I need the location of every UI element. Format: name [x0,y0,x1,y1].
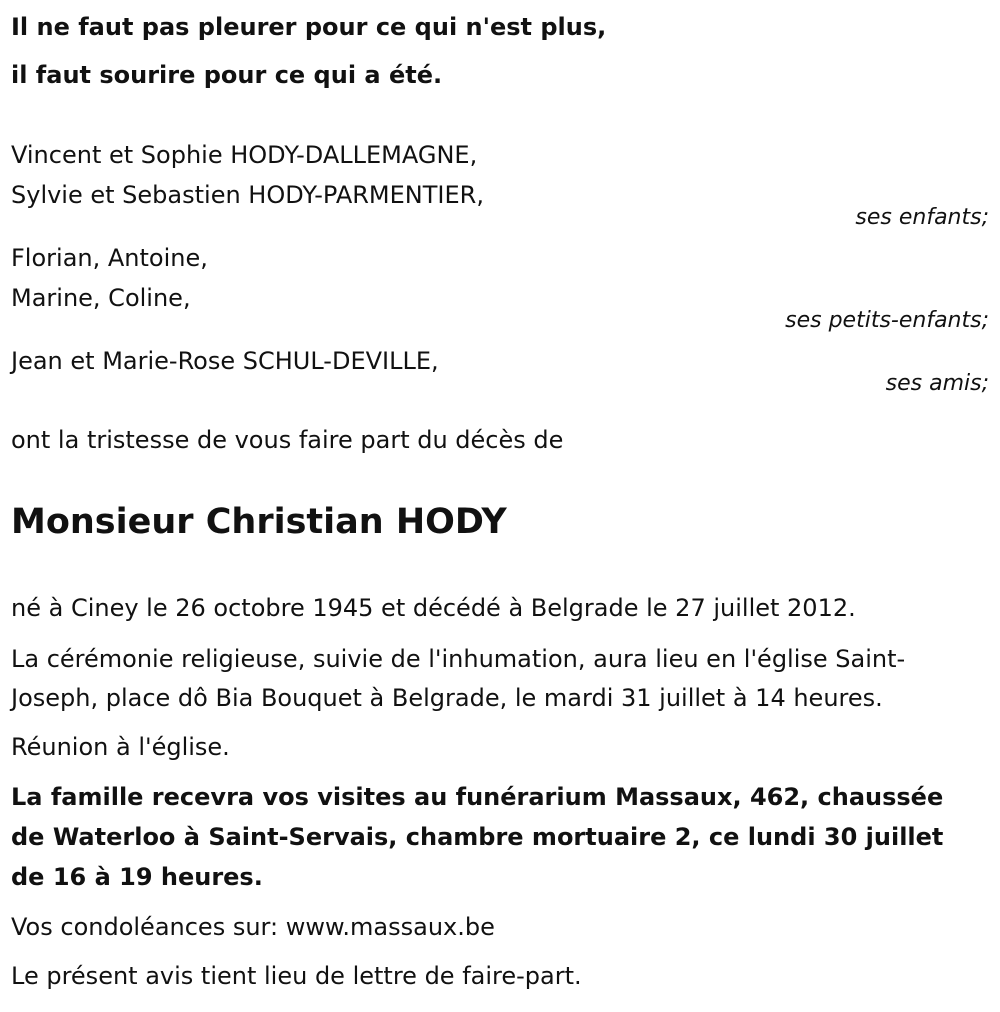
grandchildren-role: ses petits-enfants; [785,308,989,333]
reunion: Réunion à l'église. [11,733,230,761]
quote-line-2: il faut sourire pour ce qui a été. [11,61,443,89]
notice: Le présent avis tient lieu de lettre de faire-part. [11,962,582,990]
obituary-notice [11,0,989,1012]
grandchildren-line-1: Florian, Antoine, [11,244,208,272]
children-line-2: Sylvie et Sebastien HODY-PARMENTIER, [11,181,484,209]
friends-line-1: Jean et Marie-Rose SCHUL-DEVILLE, [11,347,439,375]
children-role: ses enfants; [855,205,989,230]
birth-death: né à Ciney le 26 octobre 1945 et décédé à Belgrade le 27 juillet 2012. [11,594,856,622]
children-line-1: Vincent et Sophie HODY-DALLEMAGNE, [11,141,478,169]
ceremony-line-1: La cérémonie religieuse, suivie de l'inhumation, aura lieu en l'église Saint- [11,645,906,673]
ceremony-line-2: Joseph, place dô Bia Bouquet à Belgrade, le mardi 31 juillet à 14 heures. [11,684,883,712]
visits-line-1: La famille recevra vos visites au funérarium Massaux, 462, chaussée [11,783,944,811]
deceased-name: Monsieur Christian HODY [11,502,507,542]
quote-line-1: Il ne faut pas pleurer pour ce qui n'est plus, [11,13,607,41]
friends-role: ses amis; [885,371,989,396]
grandchildren-line-2: Marine, Coline, [11,284,191,312]
visits-line-3: de 16 à 19 heures. [11,863,263,891]
visits-line-2: de Waterloo à Saint-Servais, chambre mortuaire 2, ce lundi 30 juillet [11,823,944,851]
announcement: ont la tristesse de vous faire part du décès de [11,426,564,454]
condolences: Vos condoléances sur: www.massaux.be [11,913,495,941]
